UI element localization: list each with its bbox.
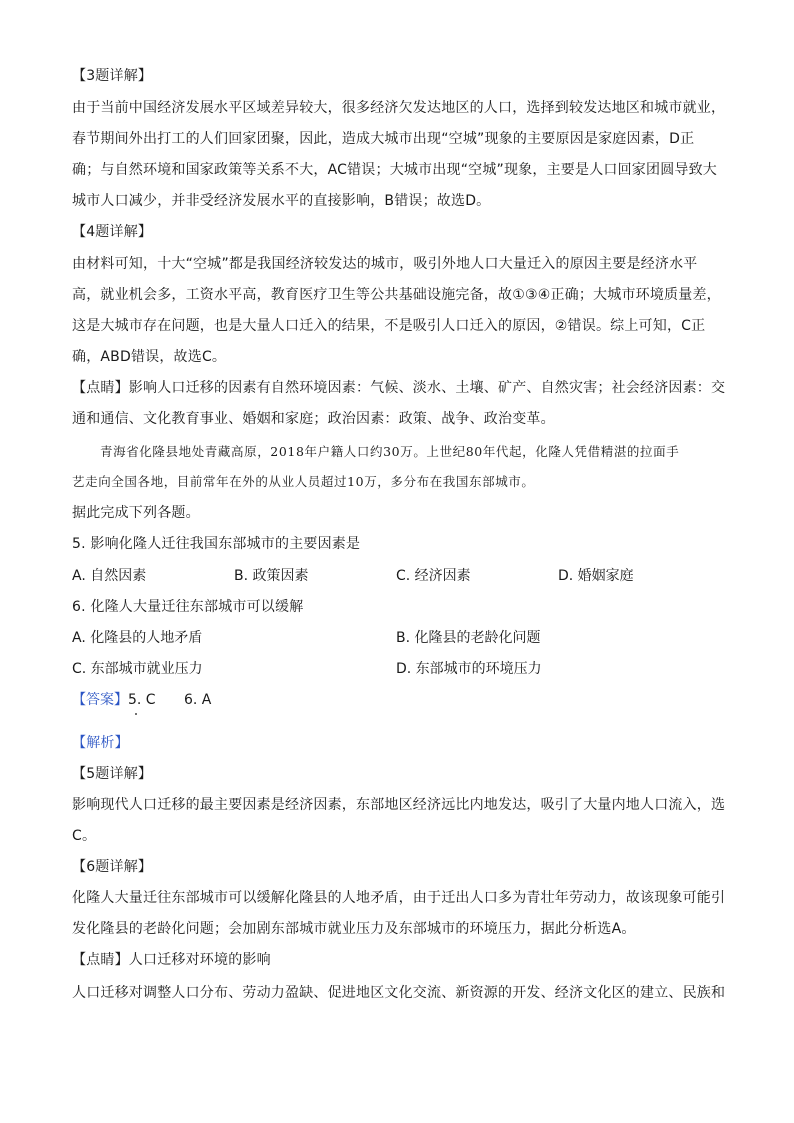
tip2-heading: 【点睛】人口迁移对环境的影响 [72,952,271,968]
q6-option-a: A. 化隆县的人地矛盾 [72,630,203,646]
answer-5: 5. C [128,692,156,708]
q4-line-1: 由材料可知，十大“空城”都是我国经济较发达的城市，吸引外地人口大量迁入的原因主要是经济水平 [72,256,698,272]
q3-line-2: 春节期间外出打工的人们回家团聚，因此，造成大城市出现“空城”现象的主要原因是家庭因素，D正 [72,131,695,147]
tip1-line-2: 通和通信、文化教育事业、婚姻和家庭；政治因素：政策、战争、政治变革。 [72,411,555,427]
q5d-line-2: C。 [72,828,97,844]
q6d-line-2: 发化隆县的老龄化问题；会加剧东部城市就业压力及东部城市的环境压力，据此分析选A。 [72,921,636,937]
tip1-line-1: 【点睛】影响人口迁移的因素有自然环境因素：气候、淡水、土壤、矿产、自然灾害；社会经济因素：交 [72,380,726,396]
q5d-line-1: 影响现代人口迁移的最主要因素是经济因素，东部地区经济远比内地发达，吸引了大量内地人口流入，选 [72,797,726,813]
analysis-heading: 【解析】 [72,735,129,751]
answer-tag: 【答案】 [72,692,128,708]
q4-line-3: 这是大城市存在问题，也是大量人口迁入的结果，不是吸引人口迁入的原因，②错误。综上可知，C正 [72,318,706,334]
material-line-2: 艺走向全国各地，目前常年在外的从业人员超过10万，多分布在我国东部城市。 [72,474,535,489]
q4-heading: 【4题详解】 [72,224,153,240]
answer-6: 6. A [184,692,212,708]
q4-line-4: 确，ABD错误，故选C。 [72,349,227,365]
q6d-heading: 【6题详解】 [72,859,153,875]
q6-stem: 6. 化隆人大量迁往东部城市可以缓解 [72,599,304,615]
q5-option-a: A. 自然因素 [72,568,147,584]
q5-option-d: D. 婚姻家庭 [558,568,634,584]
q3-line-1: 由于当前中国经济发展水平区域差异较大，很多经济欠发达地区的人口，选择到较发达地区和城市就业， [72,100,726,116]
q4-line-2: 高，就业机会多，工资水平高，教育医疗卫生等公共基础设施完备，故①③④正确；大城市环境质量差， [72,287,721,303]
q3-line-4: 城市人口减少，并非受经济发展水平的直接影响，B错误；故选D。 [72,193,491,209]
q6-option-b: B. 化隆县的老龄化问题 [396,630,541,646]
q5-stem: 5. 影响化隆人迁往我国东部城市的主要因素是 [72,536,361,552]
tip2-line-1: 人口迁移对调整人口分布、劳动力盈缺、促进地区文化交流、新资源的开发、经济文化区的建立、民族和 [72,985,726,1001]
q5-option-c: C. 经济因素 [396,568,471,584]
q5d-heading: 【5题详解】 [72,766,153,782]
q3-heading: 【3题详解】 [72,68,153,84]
q5-option-b: B. 政策因素 [234,568,309,584]
q3-line-3: 确；与自然环境和国家政策等关系不大，AC错误；大城市出现“空城”现象，主要是人口回家团圆导致大 [72,162,718,178]
q6-option-d: D. 东部城市的环境压力 [396,661,542,677]
material-instruction: 据此完成下列各题。 [72,505,200,521]
stray-dot [135,713,137,715]
q6-option-c: C. 东部城市就业压力 [72,661,203,677]
material-line-1: 青海省化隆县地处青藏高原，2018年户籍人口约30万。上世纪80年代起，化隆人凭借精湛的拉面手 [100,444,680,459]
q6d-line-1: 化隆人大量迁往东部城市可以缓解化隆县的人地矛盾，由于迁出人口多为青壮年劳动力，故该现象可能引 [72,890,726,906]
